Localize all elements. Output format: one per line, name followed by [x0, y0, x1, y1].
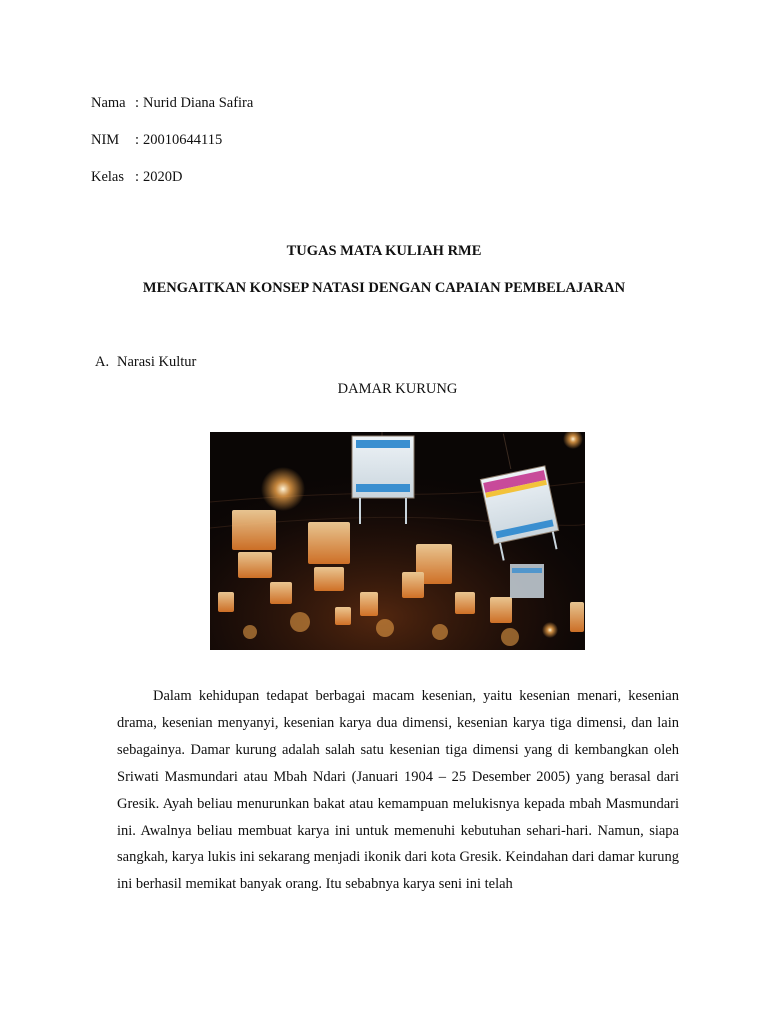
- section-marker: A.: [95, 354, 110, 370]
- student-class-row: [91, 168, 182, 186]
- document-subtitle: MENGAITKAN KONSEP NATASI DENGAN CAPAIAN PEMBELAJARAN: [142, 280, 626, 296]
- class-value: 2020D: [143, 169, 183, 185]
- damar-kurung-photo: [210, 432, 585, 650]
- nim-label: NIM: [91, 132, 120, 148]
- student-nim-row: [91, 131, 222, 149]
- name-label: Nama: [91, 95, 126, 111]
- class-label: Kelas: [91, 169, 125, 185]
- nim-value: 20010644115: [143, 132, 223, 148]
- section-label: Narasi Kultur: [117, 354, 197, 370]
- lantern-photo-illustration: [210, 432, 585, 650]
- nim-separator: :: [135, 132, 140, 148]
- document-title: TUGAS MATA KULIAH RME: [286, 243, 482, 259]
- section-subtitle: DAMAR KURUNG: [337, 381, 458, 397]
- body-paragraph: Dalam kehidupan tedapat berbagai macam kesenian, yaitu kesenian menari, kesenian drama, kesenian menyanyi, kesenian karya dua dimensi, kesenian karya tiga dimensi, dan lain sebagainya. Damar kurung adalah salah satu kesenian tiga dimensi yang di kembangkan oleh Sriwati Masmundari atau Mbah Ndari (Januari 1904 – 25 Desember 2005) yang berasal dari Gresik. Ayah beliau menurunkan bakat atau kemampuan melukisnya kepada mbah Masmundari ini. Awalnya beliau membuat karya ini untuk memenuhi kebutuhan sehari-hari. Namun, siapa sangkah, karya lukis ini sekarang menjadi ikonik dari kota Gresik. Keindahan dari damar kurung ini berhasil memikat banyak orang. Itu sebabnya karya seni ini telah: [117, 688, 679, 893]
- name-value: Nurid Diana Safira: [143, 95, 254, 111]
- student-name-row: [91, 94, 253, 112]
- class-separator: :: [135, 169, 140, 185]
- name-separator: :: [135, 95, 140, 111]
- section-heading: [95, 353, 196, 371]
